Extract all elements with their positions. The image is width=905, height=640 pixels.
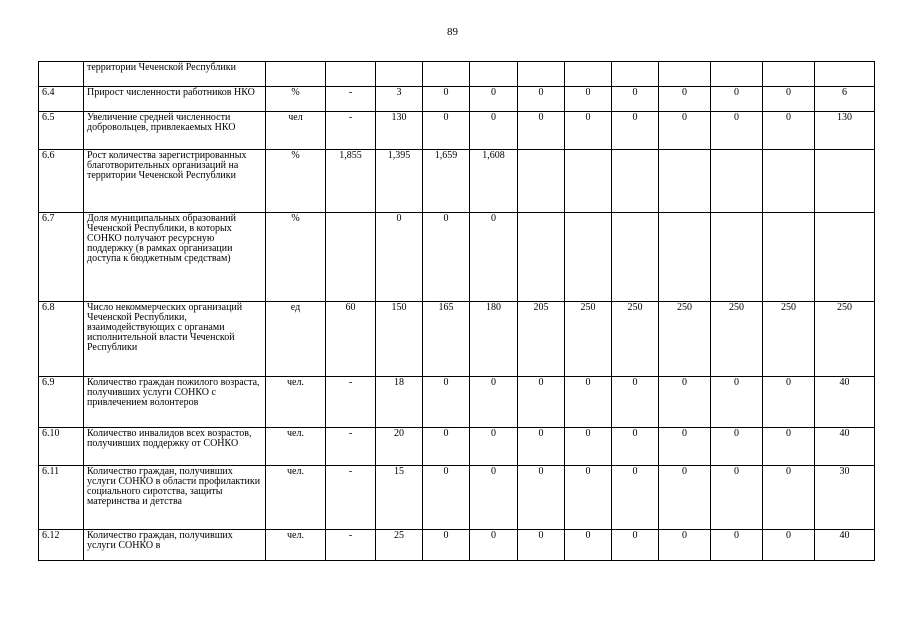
- indicator-name-cell: территории Чеченской Республики: [84, 62, 266, 87]
- table-row: [39, 87, 875, 112]
- value-cell: 0: [711, 377, 763, 428]
- value-cell: 0: [518, 377, 565, 428]
- value-cell: 0: [518, 530, 565, 561]
- value-cell: [659, 213, 711, 302]
- unit-cell: [266, 62, 326, 87]
- value-cell: [763, 150, 815, 213]
- value-cell: [518, 213, 565, 302]
- value-cell: 0: [565, 87, 612, 112]
- row-number-cell: 6.4: [39, 87, 84, 112]
- value-cell: 25: [376, 530, 423, 561]
- value-cell: 3: [376, 87, 423, 112]
- value-cell: [326, 62, 376, 87]
- indicator-name-cell: Число некоммерческих организаций Чеченской Республики, взаимодействующих с органами исполнительной власти Чеченской Республики: [84, 302, 266, 377]
- unit-cell: чел.: [266, 377, 326, 428]
- value-cell: 0: [763, 466, 815, 530]
- page-number: 89: [447, 26, 458, 38]
- value-cell: [470, 62, 518, 87]
- table-row: [39, 428, 875, 466]
- value-cell: 0: [763, 87, 815, 112]
- value-cell: 1,608: [470, 150, 518, 213]
- value-cell: [711, 213, 763, 302]
- value-cell: 40: [815, 428, 875, 466]
- value-cell: 0: [711, 530, 763, 561]
- value-cell: [612, 150, 659, 213]
- value-cell: 250: [659, 302, 711, 377]
- value-cell: 0: [612, 428, 659, 466]
- value-cell: 1,395: [376, 150, 423, 213]
- value-cell: 0: [423, 377, 470, 428]
- value-cell: 0: [659, 87, 711, 112]
- value-cell: 0: [659, 377, 711, 428]
- value-cell: 0: [470, 112, 518, 150]
- value-cell: 0: [565, 530, 612, 561]
- value-cell: 0: [518, 112, 565, 150]
- value-cell: [518, 62, 565, 87]
- unit-cell: чел.: [266, 530, 326, 561]
- value-cell: [659, 62, 711, 87]
- value-cell: 0: [565, 112, 612, 150]
- value-cell: [423, 62, 470, 87]
- value-cell: 60: [326, 302, 376, 377]
- table-row: [39, 112, 875, 150]
- value-cell: 0: [565, 377, 612, 428]
- value-cell: 6: [815, 87, 875, 112]
- value-cell: [518, 150, 565, 213]
- unit-cell: %: [266, 87, 326, 112]
- value-cell: 0: [423, 112, 470, 150]
- value-cell: 0: [612, 87, 659, 112]
- unit-cell: чел.: [266, 428, 326, 466]
- table-row: [39, 62, 875, 87]
- value-cell: [565, 150, 612, 213]
- table-row: [39, 213, 875, 302]
- value-cell: 15: [376, 466, 423, 530]
- row-number-cell: 6.6: [39, 150, 84, 213]
- value-cell: 0: [470, 377, 518, 428]
- value-cell: 30: [815, 466, 875, 530]
- indicator-name-cell: Количество граждан, получивших услуги СОНКО в области профилактики социального сиротства, защиты материнства и детства: [84, 466, 266, 530]
- value-cell: 250: [763, 302, 815, 377]
- row-number-cell: 6.10: [39, 428, 84, 466]
- value-cell: [815, 150, 875, 213]
- value-cell: 0: [470, 428, 518, 466]
- value-cell: 0: [659, 466, 711, 530]
- value-cell: 0: [659, 112, 711, 150]
- value-cell: [815, 213, 875, 302]
- value-cell: 0: [612, 377, 659, 428]
- table-row: [39, 377, 875, 428]
- value-cell: [565, 213, 612, 302]
- unit-cell: чел.: [266, 466, 326, 530]
- value-cell: 0: [423, 466, 470, 530]
- value-cell: 40: [815, 530, 875, 561]
- value-cell: 0: [659, 428, 711, 466]
- row-number-cell: 6.8: [39, 302, 84, 377]
- value-cell: 0: [518, 466, 565, 530]
- value-cell: 0: [518, 87, 565, 112]
- unit-cell: ед: [266, 302, 326, 377]
- value-cell: [565, 62, 612, 87]
- value-cell: 0: [423, 87, 470, 112]
- value-cell: 0: [612, 530, 659, 561]
- value-cell: -: [326, 428, 376, 466]
- unit-cell: %: [266, 213, 326, 302]
- indicator-name-cell: Прирост численности работников НКО: [84, 87, 266, 112]
- value-cell: 0: [711, 466, 763, 530]
- value-cell: 165: [423, 302, 470, 377]
- value-cell: 1,855: [326, 150, 376, 213]
- value-cell: 0: [470, 87, 518, 112]
- value-cell: [326, 213, 376, 302]
- row-number-cell: 6.12: [39, 530, 84, 561]
- table-row: [39, 150, 875, 213]
- table-row: [39, 466, 875, 530]
- value-cell: 0: [518, 428, 565, 466]
- row-number-cell: 6.11: [39, 466, 84, 530]
- value-cell: 130: [815, 112, 875, 150]
- value-cell: 180: [470, 302, 518, 377]
- value-cell: 0: [711, 428, 763, 466]
- value-cell: 1,659: [423, 150, 470, 213]
- row-number-cell: 6.7: [39, 213, 84, 302]
- value-cell: 0: [763, 530, 815, 561]
- value-cell: [376, 62, 423, 87]
- value-cell: 0: [763, 112, 815, 150]
- value-cell: [612, 213, 659, 302]
- row-number-cell: [39, 62, 84, 87]
- value-cell: 0: [612, 112, 659, 150]
- value-cell: -: [326, 530, 376, 561]
- value-cell: 0: [423, 428, 470, 466]
- unit-cell: чел: [266, 112, 326, 150]
- value-cell: 150: [376, 302, 423, 377]
- value-cell: 0: [565, 466, 612, 530]
- value-cell: -: [326, 112, 376, 150]
- value-cell: 250: [711, 302, 763, 377]
- indicator-name-cell: Количество граждан пожилого возраста, получивших услуги СОНКО с привлечением волонтеров: [84, 377, 266, 428]
- value-cell: 0: [763, 428, 815, 466]
- value-cell: 250: [565, 302, 612, 377]
- value-cell: 0: [470, 213, 518, 302]
- value-cell: 0: [470, 466, 518, 530]
- value-cell: 0: [470, 530, 518, 561]
- value-cell: 0: [423, 213, 470, 302]
- table-row: [39, 530, 875, 561]
- value-cell: [711, 62, 763, 87]
- value-cell: -: [326, 377, 376, 428]
- value-cell: 0: [711, 112, 763, 150]
- value-cell: 0: [376, 213, 423, 302]
- value-cell: 250: [815, 302, 875, 377]
- indicator-table: [38, 61, 875, 561]
- value-cell: 0: [423, 530, 470, 561]
- indicator-name-cell: Увеличение средней численности добровольцев, привлекаемых НКО: [84, 112, 266, 150]
- value-cell: [763, 213, 815, 302]
- value-cell: 18: [376, 377, 423, 428]
- value-cell: -: [326, 466, 376, 530]
- indicator-name-cell: Количество инвалидов всех возрастов, получивших поддержку от СОНКО: [84, 428, 266, 466]
- value-cell: [815, 62, 875, 87]
- value-cell: 40: [815, 377, 875, 428]
- value-cell: 250: [612, 302, 659, 377]
- value-cell: 0: [612, 466, 659, 530]
- value-cell: 0: [565, 428, 612, 466]
- value-cell: 0: [659, 530, 711, 561]
- value-cell: 0: [763, 377, 815, 428]
- table-row: [39, 302, 875, 377]
- value-cell: -: [326, 87, 376, 112]
- value-cell: 205: [518, 302, 565, 377]
- indicator-name-cell: Доля муниципальных образований Чеченской Республики, в которых СОНКО получают ресурсную поддержку (в рамках организации доступа к бюджетным средствам): [84, 213, 266, 302]
- row-number-cell: 6.5: [39, 112, 84, 150]
- indicator-name-cell: Количество граждан, получивших услуги СОНКО в: [84, 530, 266, 561]
- value-cell: 0: [711, 87, 763, 112]
- value-cell: [659, 150, 711, 213]
- indicator-name-cell: Рост количества зарегистрированных благотворительных организаций на территории Чеченской Республики: [84, 150, 266, 213]
- value-cell: [612, 62, 659, 87]
- row-number-cell: 6.9: [39, 377, 84, 428]
- value-cell: [711, 150, 763, 213]
- value-cell: 20: [376, 428, 423, 466]
- value-cell: 130: [376, 112, 423, 150]
- unit-cell: %: [266, 150, 326, 213]
- value-cell: [763, 62, 815, 87]
